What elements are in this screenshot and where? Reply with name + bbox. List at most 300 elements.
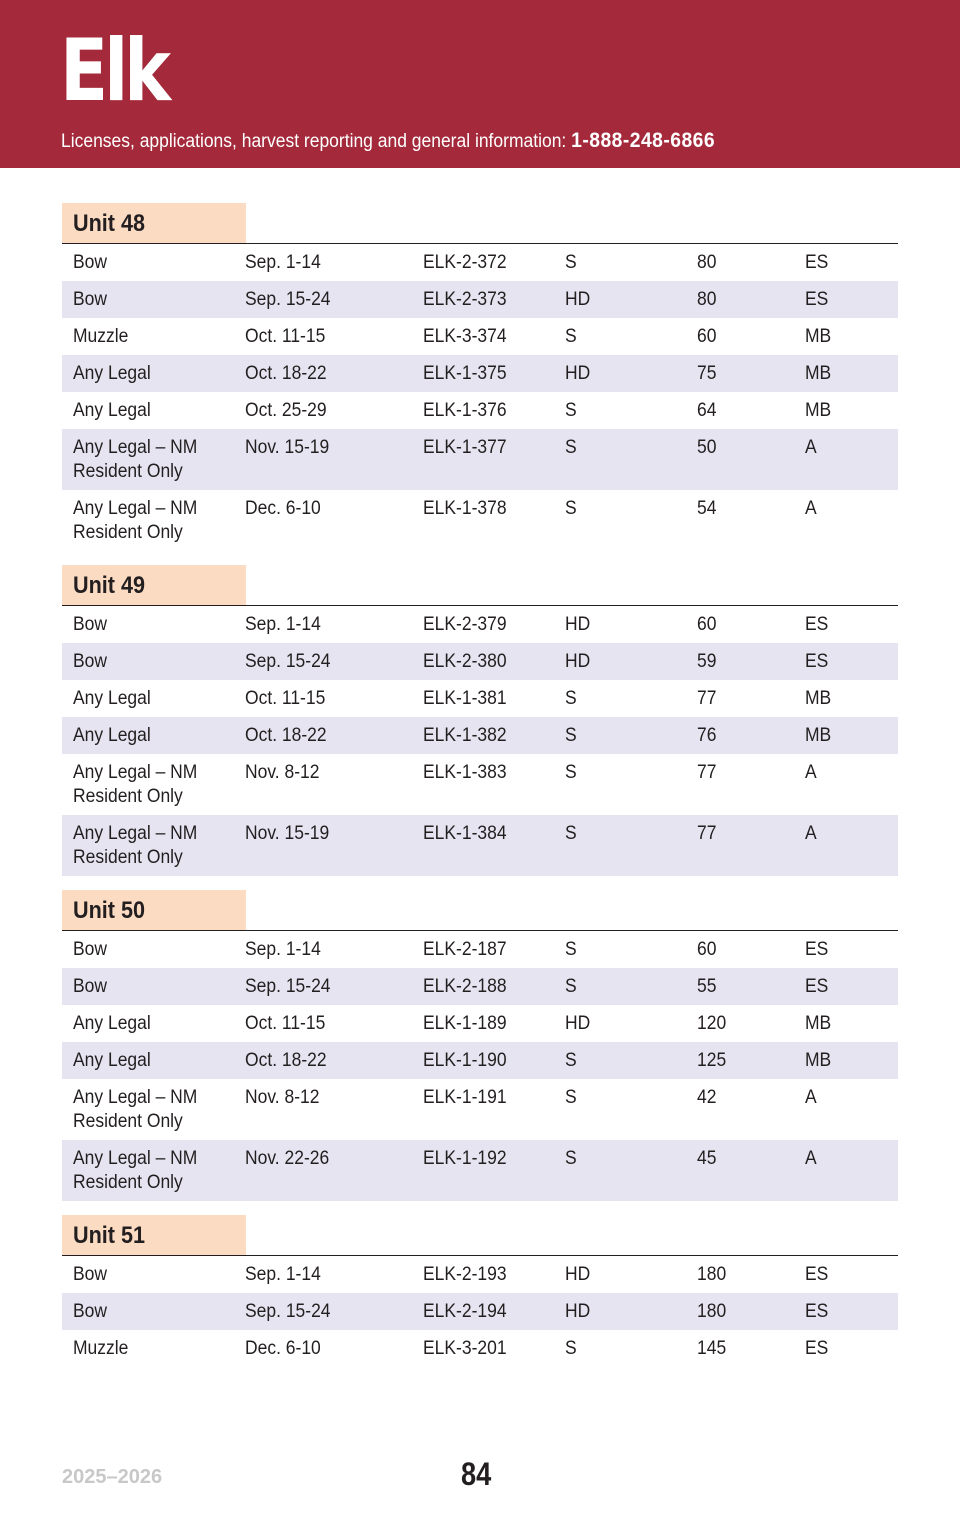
weapon-type-cell <box>62 325 245 355</box>
season-dates-cell-text: Nov. 22-26 <box>245 1148 330 1169</box>
hunt-table <box>62 203 898 1381</box>
season-dates-cell <box>245 975 423 1005</box>
licenses-cell-text: 180 <box>697 1301 727 1322</box>
unit-title-text: Unit 48 <box>73 210 146 237</box>
bag-limit-cell-text: HD <box>565 1013 591 1034</box>
bag-limit-cell-text: S <box>565 437 577 458</box>
category-cell <box>805 436 885 490</box>
season-dates-cell-text: Oct. 18-22 <box>245 363 327 384</box>
weapon-type-cell <box>62 1300 245 1330</box>
weapon-type-cell-text: Bow <box>73 614 108 635</box>
weapon-type-cell <box>62 761 245 815</box>
table-row <box>62 606 898 643</box>
season-dates-cell <box>245 650 423 680</box>
season-dates-cell-text: Sep. 15-24 <box>245 1301 331 1322</box>
season-dates-cell-text: Oct. 11-15 <box>245 1013 326 1034</box>
weapon-type-cell-text: Bow <box>73 252 108 273</box>
category-cell <box>805 1086 885 1140</box>
licenses-cell-text: 55 <box>697 976 717 997</box>
hunt-code-cell-text: ELK-1-375 <box>423 363 507 384</box>
season-dates-cell <box>245 399 423 429</box>
table-row <box>62 244 898 281</box>
licenses-cell-text: 42 <box>697 1087 717 1108</box>
licenses-cell <box>697 325 805 355</box>
season-dates-cell <box>245 1012 423 1042</box>
weapon-type-cell-text: Bow <box>73 939 108 960</box>
season-dates-cell-text: Sep. 1-14 <box>245 1264 321 1285</box>
hunt-code-cell-text: ELK-2-379 <box>423 614 507 635</box>
unit-header <box>62 565 898 606</box>
weapon-type-cell <box>62 362 245 392</box>
weapon-type-cell-text: Any Legal – NM <box>73 1148 198 1169</box>
licenses-cell-text: 50 <box>697 437 717 458</box>
unit-title <box>62 565 246 605</box>
bag-limit-cell <box>565 1337 697 1367</box>
weapon-type-cell-text: Muzzle <box>73 1338 129 1359</box>
weapon-type-cell-text-line2: Resident Only <box>73 461 183 482</box>
hunt-code-cell <box>423 1012 565 1042</box>
licenses-cell <box>697 436 805 490</box>
licenses-cell-text: 60 <box>697 939 717 960</box>
bag-limit-cell-text: HD <box>565 651 591 672</box>
weapon-type-cell-text: Any Legal <box>73 363 151 384</box>
category-cell <box>805 1012 885 1042</box>
bag-limit-cell <box>565 497 697 551</box>
table-row <box>62 490 898 551</box>
licenses-cell <box>697 1086 805 1140</box>
hunt-code-cell <box>423 761 565 815</box>
weapon-type-cell <box>62 399 245 429</box>
season-dates-cell-text: Sep. 1-14 <box>245 939 321 960</box>
weapon-type-cell-text: Bow <box>73 289 108 310</box>
bag-limit-cell-text: S <box>565 400 577 421</box>
licenses-cell <box>697 724 805 754</box>
hunt-code-cell <box>423 436 565 490</box>
hunt-code-cell-text: ELK-2-380 <box>423 651 507 672</box>
licenses-cell <box>697 251 805 281</box>
table-row <box>62 1140 898 1201</box>
hunt-code-cell <box>423 497 565 551</box>
hunt-code-cell-text: ELK-1-191 <box>423 1087 507 1108</box>
bag-limit-cell <box>565 1049 697 1079</box>
category-cell <box>805 1337 885 1367</box>
category-cell-text: MB <box>805 363 832 384</box>
weapon-type-cell <box>62 613 245 643</box>
page-number: 84 <box>461 1456 492 1492</box>
weapon-type-cell-text: Bow <box>73 976 108 997</box>
season-dates-cell <box>245 613 423 643</box>
licenses-cell-text: 75 <box>697 363 717 384</box>
hunt-code-cell-text: ELK-1-376 <box>423 400 507 421</box>
season-dates-cell-text: Sep. 15-24 <box>245 289 331 310</box>
licenses-cell <box>697 1012 805 1042</box>
bag-limit-cell <box>565 1086 697 1140</box>
category-cell <box>805 613 885 643</box>
season-dates-cell-text: Sep. 15-24 <box>245 651 331 672</box>
hunt-code-cell <box>423 1263 565 1293</box>
hunt-code-cell <box>423 1147 565 1201</box>
season-dates-cell-text: Nov. 8-12 <box>245 1087 320 1108</box>
season-dates-cell-text: Nov. 8-12 <box>245 762 320 783</box>
hunt-code-cell-text: ELK-3-374 <box>423 326 507 347</box>
category-cell-text: ES <box>805 289 829 310</box>
weapon-type-cell-text: Any Legal <box>73 688 151 709</box>
licenses-cell <box>697 1337 805 1367</box>
bag-limit-cell <box>565 761 697 815</box>
table-row <box>62 1005 898 1042</box>
licenses-cell-text: 77 <box>697 823 717 844</box>
season-dates-cell <box>245 1300 423 1330</box>
bag-limit-cell <box>565 724 697 754</box>
table-row <box>62 1079 898 1140</box>
bag-limit-cell <box>565 325 697 355</box>
season-dates-cell <box>245 724 423 754</box>
bag-limit-cell-text: HD <box>565 363 591 384</box>
weapon-type-cell <box>62 724 245 754</box>
category-cell-text: A <box>805 498 817 519</box>
hunt-code-cell-text: ELK-2-194 <box>423 1301 507 1322</box>
bag-limit-cell <box>565 1300 697 1330</box>
page-title: Elk <box>60 21 167 121</box>
hunt-code-cell-text: ELK-1-189 <box>423 1013 507 1034</box>
weapon-type-cell-text-line2: Resident Only <box>73 522 183 543</box>
weapon-type-cell-text-line2: Resident Only <box>73 786 183 807</box>
hunt-code-cell-text: ELK-1-377 <box>423 437 507 458</box>
table-row <box>62 1256 898 1293</box>
bag-limit-cell-text: S <box>565 1148 577 1169</box>
contact-info <box>61 129 715 153</box>
unit-header <box>62 890 898 931</box>
category-cell <box>805 761 885 815</box>
category-cell <box>805 975 885 1005</box>
bag-limit-cell-text: S <box>565 252 577 273</box>
category-cell-text: ES <box>805 1301 829 1322</box>
table-row <box>62 318 898 355</box>
table-row <box>62 281 898 318</box>
table-row <box>62 680 898 717</box>
licenses-cell <box>697 687 805 717</box>
bag-limit-cell <box>565 822 697 876</box>
season-dates-cell <box>245 288 423 318</box>
category-cell-text: ES <box>805 976 829 997</box>
weapon-type-cell <box>62 938 245 968</box>
hunt-code-cell-text: ELK-2-372 <box>423 252 507 273</box>
category-cell <box>805 1049 885 1079</box>
category-cell-text: ES <box>805 1338 829 1359</box>
footer-year: 2025–2026 <box>62 1466 163 1488</box>
weapon-type-cell <box>62 650 245 680</box>
hunt-code-cell <box>423 1086 565 1140</box>
season-dates-cell <box>245 497 423 551</box>
weapon-type-cell <box>62 1012 245 1042</box>
season-dates-cell-text: Oct. 18-22 <box>245 725 327 746</box>
season-dates-cell <box>245 822 423 876</box>
season-dates-cell <box>245 251 423 281</box>
category-cell <box>805 362 885 392</box>
weapon-type-cell-text: Any Legal – NM <box>73 1087 198 1108</box>
weapon-type-cell <box>62 288 245 318</box>
bag-limit-cell-text: S <box>565 762 577 783</box>
unit-section <box>62 565 898 876</box>
bag-limit-cell-text: HD <box>565 1301 591 1322</box>
hunt-code-cell <box>423 325 565 355</box>
category-cell-text: A <box>805 1148 817 1169</box>
unit-title <box>62 890 246 930</box>
category-cell-text: A <box>805 762 817 783</box>
category-cell-text: MB <box>805 1050 832 1071</box>
season-dates-cell-text: Oct. 18-22 <box>245 1050 327 1071</box>
hunt-code-cell-text: ELK-2-373 <box>423 289 507 310</box>
season-dates-cell <box>245 938 423 968</box>
licenses-cell <box>697 650 805 680</box>
category-cell <box>805 938 885 968</box>
licenses-cell-text: 145 <box>697 1338 727 1359</box>
licenses-cell <box>697 975 805 1005</box>
unit-header <box>62 203 898 244</box>
category-cell <box>805 497 885 551</box>
hunt-code-cell <box>423 687 565 717</box>
season-dates-cell-text: Sep. 1-14 <box>245 252 321 273</box>
category-cell <box>805 288 885 318</box>
season-dates-cell <box>245 436 423 490</box>
weapon-type-cell <box>62 1263 245 1293</box>
weapon-type-cell <box>62 1337 245 1367</box>
hunt-code-cell-text: ELK-1-378 <box>423 498 507 519</box>
hunt-code-cell <box>423 613 565 643</box>
hunt-code-cell <box>423 362 565 392</box>
licenses-cell-text: 120 <box>697 1013 727 1034</box>
hunt-code-cell-text: ELK-1-383 <box>423 762 507 783</box>
table-row <box>62 815 898 876</box>
contact-info-text: Licenses, applications, harvest reporting and general information: <box>61 131 572 152</box>
season-dates-cell-text: Sep. 15-24 <box>245 976 331 997</box>
bag-limit-cell <box>565 650 697 680</box>
hunt-code-cell <box>423 650 565 680</box>
season-dates-cell-text: Oct. 11-15 <box>245 326 326 347</box>
bag-limit-cell <box>565 288 697 318</box>
bag-limit-cell <box>565 938 697 968</box>
category-cell-text: ES <box>805 252 829 273</box>
weapon-type-cell-text: Any Legal <box>73 725 151 746</box>
bag-limit-cell-text: S <box>565 1338 577 1359</box>
bag-limit-cell-text: HD <box>565 1264 591 1285</box>
season-dates-cell <box>245 1147 423 1201</box>
licenses-cell-text: 125 <box>697 1050 727 1071</box>
weapon-type-cell <box>62 497 245 551</box>
category-cell-text: ES <box>805 651 829 672</box>
season-dates-cell <box>245 1049 423 1079</box>
category-cell-text: MB <box>805 1013 832 1034</box>
licenses-cell-text: 59 <box>697 651 717 672</box>
bag-limit-cell-text: HD <box>565 289 591 310</box>
licenses-cell-text: 80 <box>697 252 717 273</box>
hunt-code-cell-text: ELK-2-193 <box>423 1264 507 1285</box>
weapon-type-cell-text: Any Legal – NM <box>73 823 198 844</box>
table-row <box>62 1293 898 1330</box>
season-dates-cell <box>245 761 423 815</box>
bag-limit-cell <box>565 1263 697 1293</box>
weapon-type-cell-text: Muzzle <box>73 326 129 347</box>
licenses-cell <box>697 288 805 318</box>
category-cell <box>805 650 885 680</box>
hunt-code-cell-text: ELK-1-190 <box>423 1050 507 1071</box>
hunt-code-cell <box>423 251 565 281</box>
bag-limit-cell <box>565 399 697 429</box>
licenses-cell-text: 76 <box>697 725 717 746</box>
hunt-code-cell <box>423 724 565 754</box>
weapon-type-cell-text: Bow <box>73 1301 108 1322</box>
bag-limit-cell <box>565 362 697 392</box>
season-dates-cell <box>245 1337 423 1367</box>
unit-title <box>62 1215 246 1255</box>
bag-limit-cell <box>565 687 697 717</box>
hunt-code-cell-text: ELK-1-192 <box>423 1148 507 1169</box>
season-dates-cell <box>245 1263 423 1293</box>
hunt-code-cell-text: ELK-1-384 <box>423 823 507 844</box>
category-cell-text: A <box>805 437 817 458</box>
licenses-cell <box>697 497 805 551</box>
category-cell-text: ES <box>805 1264 829 1285</box>
unit-section <box>62 890 898 1201</box>
weapon-type-cell <box>62 1086 245 1140</box>
licenses-cell <box>697 613 805 643</box>
season-dates-cell-text: Nov. 15-19 <box>245 437 330 458</box>
bag-limit-cell-text: S <box>565 725 577 746</box>
bag-limit-cell-text: S <box>565 939 577 960</box>
weapon-type-cell-text-line2: Resident Only <box>73 1111 183 1132</box>
bag-limit-cell-text: S <box>565 1050 577 1071</box>
category-cell <box>805 325 885 355</box>
hunt-code-cell <box>423 822 565 876</box>
season-dates-cell <box>245 1086 423 1140</box>
table-row <box>62 643 898 680</box>
bag-limit-cell-text: S <box>565 823 577 844</box>
bag-limit-cell <box>565 1012 697 1042</box>
licenses-cell-text: 45 <box>697 1148 717 1169</box>
licenses-cell <box>697 399 805 429</box>
season-dates-cell-text: Sep. 1-14 <box>245 614 321 635</box>
bag-limit-cell-text: S <box>565 326 577 347</box>
unit-title-text: Unit 50 <box>73 897 146 924</box>
licenses-cell <box>697 1300 805 1330</box>
category-cell-text: MB <box>805 326 832 347</box>
unit-section <box>62 1215 898 1367</box>
contact-phone: 1-888-248-6866 <box>571 129 716 152</box>
table-row <box>62 717 898 754</box>
bag-limit-cell-text: S <box>565 976 577 997</box>
table-row <box>62 355 898 392</box>
weapon-type-cell <box>62 687 245 717</box>
season-dates-cell-text: Nov. 15-19 <box>245 823 330 844</box>
licenses-cell-text: 54 <box>697 498 717 519</box>
category-cell <box>805 251 885 281</box>
bag-limit-cell <box>565 436 697 490</box>
licenses-cell <box>697 1147 805 1201</box>
category-cell <box>805 687 885 717</box>
season-dates-cell-text: Oct. 25-29 <box>245 400 327 421</box>
category-cell-text: ES <box>805 939 829 960</box>
hunt-code-cell-text: ELK-2-187 <box>423 939 507 960</box>
licenses-cell <box>697 938 805 968</box>
weapon-type-cell-text: Bow <box>73 651 108 672</box>
season-dates-cell-text: Dec. 6-10 <box>245 498 321 519</box>
licenses-cell-text: 180 <box>697 1264 727 1285</box>
weapon-type-cell <box>62 975 245 1005</box>
licenses-cell <box>697 362 805 392</box>
weapon-type-cell-text-line2: Resident Only <box>73 1172 183 1193</box>
table-row <box>62 1330 898 1367</box>
category-cell-text: ES <box>805 614 829 635</box>
bag-limit-cell <box>565 975 697 1005</box>
bag-limit-cell <box>565 613 697 643</box>
weapon-type-cell-text: Any Legal – NM <box>73 498 198 519</box>
bag-limit-cell <box>565 251 697 281</box>
weapon-type-cell-text: Any Legal – NM <box>73 762 198 783</box>
unit-title-text: Unit 49 <box>73 572 146 599</box>
table-row <box>62 931 898 968</box>
licenses-cell-text: 60 <box>697 326 717 347</box>
hunt-code-cell <box>423 399 565 429</box>
licenses-cell <box>697 822 805 876</box>
category-cell-text: A <box>805 1087 817 1108</box>
bag-limit-cell-text: S <box>565 1087 577 1108</box>
hunt-code-cell-text: ELK-1-382 <box>423 725 507 746</box>
hunt-code-cell-text: ELK-3-201 <box>423 1338 507 1359</box>
weapon-type-cell-text: Any Legal <box>73 1013 151 1034</box>
season-dates-cell <box>245 325 423 355</box>
category-cell <box>805 1147 885 1201</box>
weapon-type-cell-text: Any Legal <box>73 1050 151 1071</box>
licenses-cell-text: 80 <box>697 289 717 310</box>
unit-title <box>62 203 246 243</box>
hunt-code-cell <box>423 938 565 968</box>
unit-section <box>62 203 898 551</box>
category-cell-text: MB <box>805 725 832 746</box>
season-dates-cell <box>245 687 423 717</box>
bag-limit-cell <box>565 1147 697 1201</box>
hunt-code-cell-text: ELK-2-188 <box>423 976 507 997</box>
bag-limit-cell-text: S <box>565 498 577 519</box>
hunt-code-cell <box>423 288 565 318</box>
unit-header <box>62 1215 898 1256</box>
hunt-code-cell-text: ELK-1-381 <box>423 688 507 709</box>
season-dates-cell-text: Oct. 11-15 <box>245 688 326 709</box>
licenses-cell-text: 77 <box>697 762 717 783</box>
bag-limit-cell-text: HD <box>565 614 591 635</box>
weapon-type-cell-text-line2: Resident Only <box>73 847 183 868</box>
licenses-cell <box>697 1049 805 1079</box>
page-header <box>0 0 960 168</box>
table-row <box>62 392 898 429</box>
table-row <box>62 1042 898 1079</box>
category-cell <box>805 724 885 754</box>
unit-title-text: Unit 51 <box>73 1222 146 1249</box>
licenses-cell-text: 64 <box>697 400 717 421</box>
weapon-type-cell-text: Any Legal – NM <box>73 437 198 458</box>
weapon-type-cell <box>62 1147 245 1201</box>
category-cell <box>805 1300 885 1330</box>
licenses-cell <box>697 1263 805 1293</box>
licenses-cell <box>697 761 805 815</box>
weapon-type-cell <box>62 1049 245 1079</box>
weapon-type-cell-text: Bow <box>73 1264 108 1285</box>
season-dates-cell <box>245 362 423 392</box>
table-row <box>62 968 898 1005</box>
licenses-cell-text: 77 <box>697 688 717 709</box>
table-row <box>62 754 898 815</box>
hunt-code-cell <box>423 1049 565 1079</box>
weapon-type-cell <box>62 251 245 281</box>
